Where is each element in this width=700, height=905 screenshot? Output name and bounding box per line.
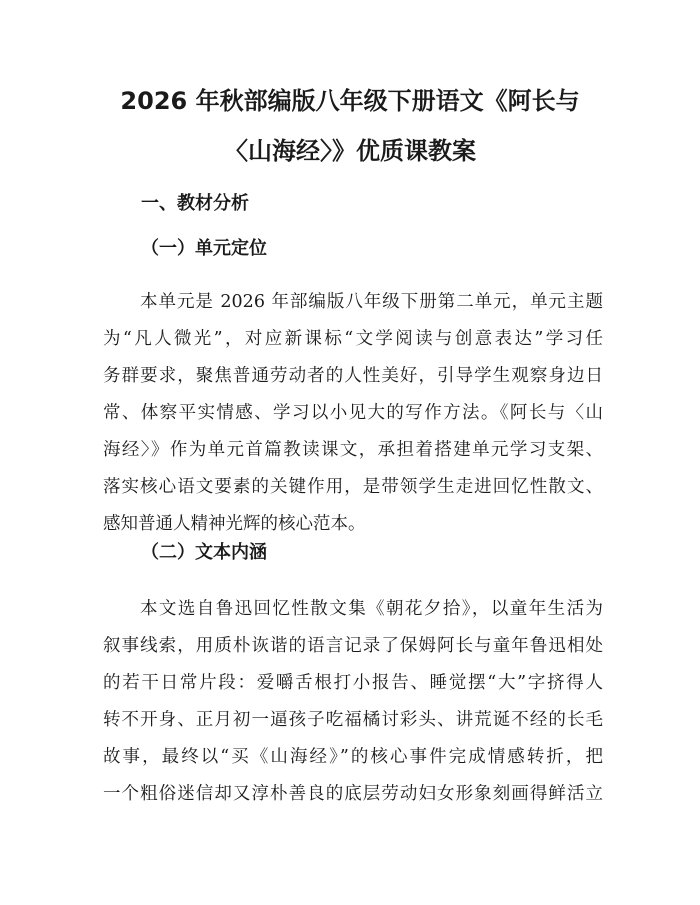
document-title-line-2: 〈山海经〉》优质课教案	[224, 137, 476, 165]
subsection-heading-unit-positioning: （一）单元定位	[141, 238, 267, 259]
paragraph-line: 海经〉》作为单元首篇教读课文，承担着搭建单元学习支架、	[103, 440, 603, 460]
subsection-heading-text-connotation: （二）文本内涵	[141, 542, 267, 563]
paragraph-line: 落实核心语文要素的关键作用，是带领学生走进回忆性散文、	[103, 477, 603, 497]
paragraph-line: 一个粗俗迷信却又淳朴善良的底层劳动妇女形象刻画得鲜活立	[103, 784, 603, 804]
paragraph-line: 为“凡人微光”，对应新课标“文学阅读与创意表达”学习任	[103, 329, 603, 349]
paragraph-line: 本文选自鲁迅回忆性散文集《朝花夕拾》，以童年生活为	[140, 599, 603, 619]
paragraph-unit-positioning	[103, 284, 603, 543]
paragraph-line: 的若干日常片段：爱嚼舌根打小报告、睡觉摆“大”字挤得人	[103, 673, 603, 693]
paragraph-line: 故事，最终以“买《山海经》”的核心事件完成情感转折，把	[103, 747, 603, 767]
paragraph-line: 叙事线索，用质朴诙谐的语言记录了保姆阿长与童年鲁迅相处	[103, 636, 603, 656]
paragraph-line: 转不开身、正月初一逼孩子吃福橘讨彩头、讲荒诞不经的长毛	[103, 710, 603, 730]
document-title-line-1: 2026 年秋部编版八年级下册语文《阿长与	[120, 87, 580, 115]
paragraph-text-connotation	[103, 591, 603, 813]
paragraph-line: 常、体察平实情感、学习以小见大的写作方法。《阿长与〈山	[103, 403, 603, 423]
paragraph-line: 感知普通人精神光辉的核心范本。	[103, 514, 366, 534]
paragraph-line: 本单元是 2026 年部编版八年级下册第二单元，单元主题	[140, 292, 603, 312]
section-heading-textbook-analysis: 一、教材分析	[141, 193, 249, 214]
paragraph-line: 务群要求，聚焦普通劳动者的人性美好，引导学生观察身边日	[103, 366, 603, 386]
